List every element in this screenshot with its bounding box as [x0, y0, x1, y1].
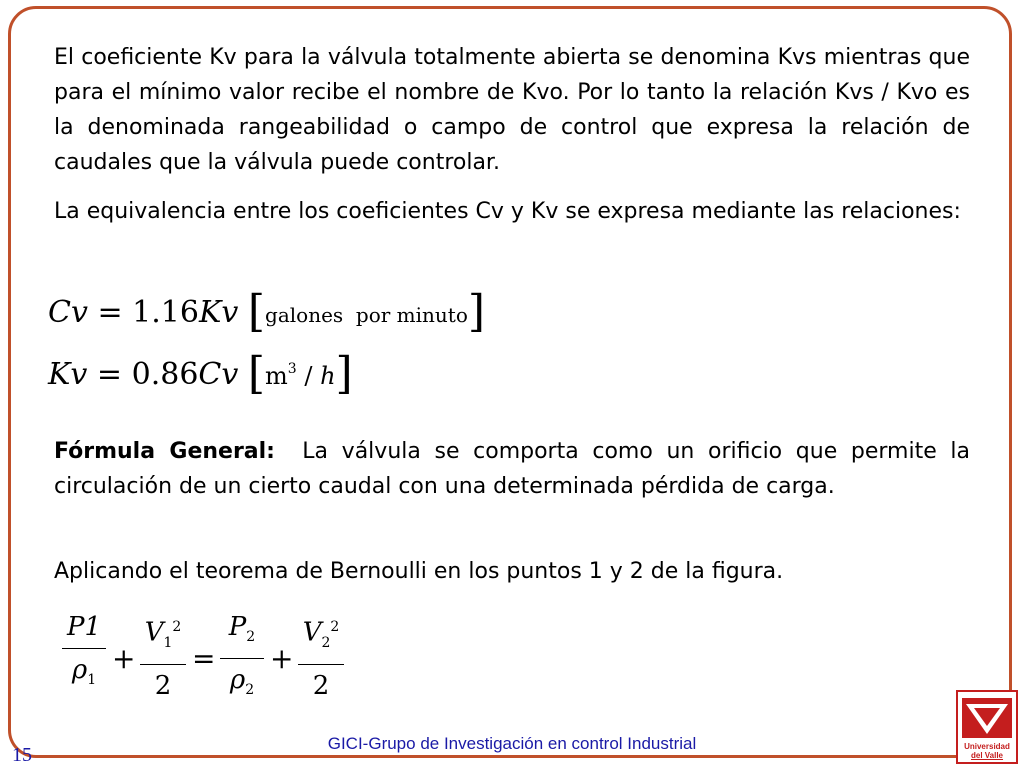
equation-cv	[48, 282, 486, 337]
bern-term-2	[140, 612, 186, 701]
bern-t4-num-sub: 2	[321, 634, 331, 651]
bern-t3-num: P	[228, 612, 247, 642]
bern-t3-den-sub: 2	[245, 682, 255, 699]
bern-term-1	[62, 612, 106, 695]
eq2-var: Cv	[198, 357, 239, 392]
eq1-bracket-close: ]	[467, 286, 486, 337]
eq2-coef: 0.86	[131, 357, 199, 392]
eq2-unit-base: m	[265, 362, 288, 390]
bern-t3-num-sub: 2	[246, 629, 256, 646]
eq2-unit-exp: 3	[287, 361, 297, 377]
bern-t4-bar	[298, 664, 344, 665]
equation-kv	[48, 344, 353, 399]
eq1-lhs: Cv	[48, 295, 88, 330]
eq2-unit-h: h	[320, 362, 336, 390]
eq2-bracket-open: [	[247, 348, 266, 399]
eq1-var: Kv	[198, 295, 239, 330]
logo-line-2: del Valle	[970, 751, 1004, 760]
paragraph-bernoulli: Aplicando el teorema de Bernoulli en los puntos 1 y 2 de la figura.	[54, 559, 784, 584]
bern-term-4	[298, 612, 344, 701]
bern-t4-num: V	[302, 617, 322, 648]
bern-t2-bar	[140, 664, 186, 665]
bern-equals: =	[192, 642, 216, 675]
eq2-unit-sep: /	[296, 362, 321, 390]
eq2-bracket-close: ]	[335, 348, 353, 399]
bern-term-3	[220, 612, 264, 705]
bern-t4-den: 2	[312, 670, 330, 701]
bern-t2-num: V	[144, 617, 164, 648]
logo-text	[958, 742, 1016, 760]
eq2-lhs: Kv	[48, 357, 88, 392]
logo-line-1: Universidad	[964, 742, 1010, 751]
bern-t2-num-sup: 2	[172, 619, 182, 635]
logo-emblem-icon	[958, 694, 1016, 742]
bern-t3-den: ρ	[229, 665, 246, 696]
eq1-unit: galones por minuto	[265, 303, 468, 327]
paragraph-formula-general	[54, 434, 970, 504]
eq2-equals: =	[96, 357, 123, 392]
footer-text: GICI-Grupo de Investigación en control Industrial	[327, 734, 697, 753]
universidad-del-valle-logo	[956, 690, 1018, 764]
paragraph-equivalencia: La equivalencia entre los coeficientes Cv y Kv se expresa mediante las relaciones:	[54, 199, 961, 224]
eq1-coef: 1.16	[132, 295, 199, 330]
bern-t1-num: P1	[66, 612, 102, 642]
eq1-bracket-open: [	[247, 286, 266, 337]
bern-plus-2: +	[270, 642, 294, 675]
paragraph-kvs-kvo: El coeficiente Kv para la válvula totalmente abierta se denomina Kvs mientras que para el mínimo valor recibe el nombre de Kvo. Por lo tanto la relación Kvs / Kvo es la denominada rangeabilidad o campo de control que expresa la relación de caudales que la válvula puede controlar.	[54, 45, 970, 175]
bern-t4-num-sup: 2	[330, 619, 340, 635]
bern-plus-1: +	[112, 642, 136, 675]
formula-general-text: La válvula se comporta como un orificio que permite la circulación de un cierto caudal con una determinada pérdida de carga.	[54, 439, 970, 499]
eq1-equals: =	[97, 295, 123, 330]
equation-bernoulli	[60, 612, 360, 712]
bern-t1-bar	[62, 648, 106, 649]
page-number: 15	[12, 744, 32, 766]
bern-t2-den: 2	[154, 670, 172, 701]
bern-t3-bar	[220, 658, 264, 659]
bern-t1-den: ρ	[71, 655, 88, 685]
bern-t2-num-sub: 1	[163, 634, 173, 651]
bern-t1-den-sub: 1	[87, 672, 97, 689]
formula-general-label: Fórmula General:	[54, 439, 275, 464]
